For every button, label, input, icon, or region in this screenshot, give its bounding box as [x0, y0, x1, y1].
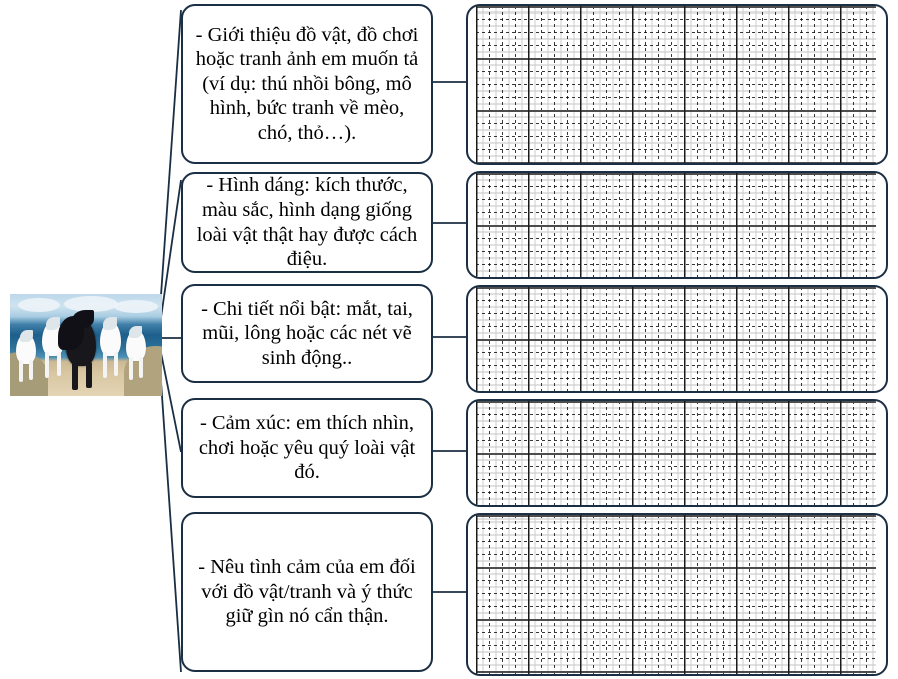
- grid-surface: [476, 287, 876, 391]
- writing-grid-1[interactable]: [466, 4, 888, 165]
- horse-mane: [46, 317, 60, 330]
- horse-leg: [103, 352, 107, 378]
- grid-major-lines: [476, 287, 876, 391]
- branch-card-4[interactable]: [181, 398, 433, 498]
- horse-leg: [139, 357, 143, 378]
- horses-photo-background: [10, 294, 162, 396]
- horse-mane: [129, 326, 142, 338]
- horse-leg: [19, 360, 23, 382]
- branch-text-4: - Cảm xúc: em thích nhìn, chơi hoặc yêu quý loài vật đó.: [198, 412, 416, 484]
- grid-surface: [476, 515, 876, 674]
- writing-grid-3[interactable]: [466, 285, 888, 393]
- branch-card-2[interactable]: [181, 172, 433, 273]
- horses-photo: [10, 294, 162, 396]
- grid-major-lines: [476, 173, 876, 277]
- branch-card-3[interactable]: [181, 284, 433, 383]
- horse-leg: [29, 360, 33, 380]
- writing-grid-2[interactable]: [466, 171, 888, 279]
- grid-major-lines: [476, 6, 876, 163]
- branch-card-5[interactable]: [181, 512, 433, 672]
- horse-mane: [20, 330, 33, 342]
- horse-leg: [72, 362, 78, 390]
- branch-text-5: - Nêu tình cảm của em đối với đồ vật/tranh và ý thức giữ gìn nó cẩn thận.: [198, 556, 416, 628]
- grid-surface: [476, 6, 876, 163]
- horse-mane: [72, 310, 94, 328]
- grid-major-lines: [476, 515, 876, 674]
- branch-text-1: - Giới thiệu đồ vật, đồ chơi hoặc tranh ảnh em muốn tả (ví dụ: thú nhồi bông, mô hình, bức tranh về mèo, chó, thỏ…).: [195, 23, 419, 144]
- horse-mane: [103, 317, 117, 330]
- horse-leg: [129, 357, 133, 380]
- writing-grid-4[interactable]: [466, 399, 888, 507]
- connector-to-branch-1: [158, 10, 181, 338]
- branch-text-2: - Hình dáng: kích thước, màu sắc, hình dạng giống loài vật thật hay được cách điệu.: [196, 174, 418, 271]
- branch-card-1[interactable]: [181, 4, 433, 164]
- cloud-shape: [114, 300, 158, 313]
- grid-surface: [476, 401, 876, 505]
- branch-text-3: - Chi tiết nổi bật: mắt, tai, mũi, lông hoặc các nét vẽ sinh động..: [201, 297, 413, 369]
- grid-major-lines: [476, 401, 876, 505]
- grid-surface: [476, 173, 876, 277]
- cloud-shape: [18, 298, 60, 312]
- writing-grid-5[interactable]: [466, 513, 888, 676]
- horse-leg: [57, 352, 61, 376]
- horse-leg: [114, 352, 118, 376]
- horse-leg: [45, 352, 49, 378]
- horse-leg: [86, 362, 92, 388]
